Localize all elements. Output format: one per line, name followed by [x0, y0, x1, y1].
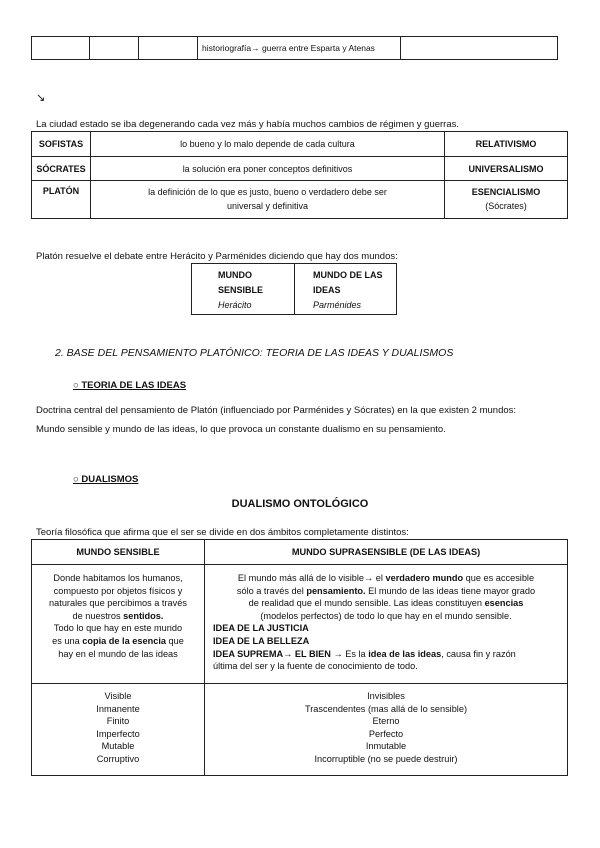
teoria-line-1: Doctrina central del pensamiento de Platón (influenciado por Parménides y Sócrates) en la que existen 2 mundos: — [36, 405, 517, 416]
list-item: Corruptivo — [96, 753, 140, 764]
teoria-heading: ○ TEORIA DE LAS IDEAS — [73, 380, 187, 391]
list-item: Inmanente — [96, 703, 140, 714]
list-item: Invisibles — [367, 691, 405, 701]
mundo-sensible-cell: MUNDO SENSIBLE Herácito — [192, 264, 295, 315]
list-item: Eterno — [372, 716, 400, 727]
table-row — [32, 132, 568, 157]
list-item: Visible — [104, 691, 132, 701]
list-item: Incorruptible (no se puede destruir) — [314, 753, 458, 764]
teoria-line-2: Mundo sensible y mundo de las ideas, lo que provoca un constante dualismo en su pensamiento. — [36, 424, 446, 435]
top-cell-5 — [401, 37, 558, 60]
row-label: PLATÓN — [32, 181, 91, 219]
suprasensible-description: El mundo más allá de lo visible→ el verdadero mundo que es accesible sólo a través del pensamiento. El mundo de las ideas tiene mayor grado de realidad que el mundo sensible. Las ideas constituyen esencias (modelos perfectos) de todo lo que hay en el mundo sensible. IDEA DE LA JUSTICIA IDEA DE LA BELLEZA IDEA SUPREMA→ EL BIEN → Es la idea de las ideas, causa fin y razón última del ser y la fuente de conocimiento de todo. — [205, 565, 568, 684]
header-mundo-sensible: MUNDO SENSIBLE — [32, 540, 205, 565]
top-cell-1 — [32, 37, 90, 60]
dualismo-table — [31, 539, 568, 776]
top-cell-3 — [139, 37, 198, 60]
top-cell-2 — [90, 37, 139, 60]
list-item: Inmutable — [365, 741, 407, 752]
list-item: Perfecto — [368, 728, 404, 739]
arrow-icon: ↘ — [36, 92, 46, 104]
intro-line: La ciudad estado se iba degenerando cada vez más y había muchos cambios de régimen y guerras. — [36, 119, 460, 130]
row-result: ESENCIALISMO (Sócrates) — [445, 181, 568, 219]
list-item: Trascendentes (mas allá de lo sensible) — [304, 703, 468, 714]
sensible-description: Donde habitamos los humanos, compuesto por objetos físicos y naturales que percibimos a través de nuestros sentidos. Todo lo que hay en este mundo es una copia de la esencia que hay en el mundo de las ideas — [32, 565, 205, 684]
dualismo-intro: Teoría filosófica que afirma que el ser se divide en dos ámbitos completamente distintos: — [36, 527, 409, 538]
header-mundo-suprasensible: MUNDO SUPRASENSIBLE (DE LAS IDEAS) — [205, 540, 568, 565]
row-result: RELATIVISMO — [445, 132, 568, 157]
row-text: lo bueno y lo malo depende de cada cultura — [91, 132, 445, 157]
row-label: SÓCRATES — [32, 157, 91, 181]
list-item: Mutable — [101, 741, 135, 752]
table-row — [32, 157, 568, 181]
list-item: Imperfecto — [96, 728, 140, 739]
row-text: la definición de lo que es justo, bueno o verdadero debe ser universal y definitiva — [91, 181, 445, 219]
top-table — [31, 36, 558, 60]
row-label: SOFISTAS — [32, 132, 91, 157]
row-text: la solución era poner conceptos definitivos — [91, 157, 445, 181]
worlds-table — [191, 263, 397, 315]
top-cell-historiografia: historiografía→ guerra entre Esparta y Atenas — [198, 37, 401, 60]
section-2-title: 2. BASE DEL PENSAMIENTO PLATÓNICO: TEORIA DE LAS IDEAS Y DUALISMOS — [55, 347, 454, 359]
comparison-table — [31, 131, 568, 219]
mundo-ideas-cell: MUNDO DE LAS IDEAS Parménides — [295, 264, 397, 315]
dualismo-title: DUALISMO ONTOLÓGICO — [231, 498, 369, 510]
sensible-properties — [32, 684, 205, 776]
row-result: UNIVERSALISMO — [445, 157, 568, 181]
list-item: Finito — [106, 716, 130, 727]
table-row — [32, 181, 568, 219]
plato-line: Platón resuelve el debate entre Herácito y Parménides diciendo que hay dos mundos: — [36, 251, 398, 262]
dualismos-heading: ○ DUALISMOS — [73, 474, 139, 485]
suprasensible-properties — [205, 684, 568, 776]
